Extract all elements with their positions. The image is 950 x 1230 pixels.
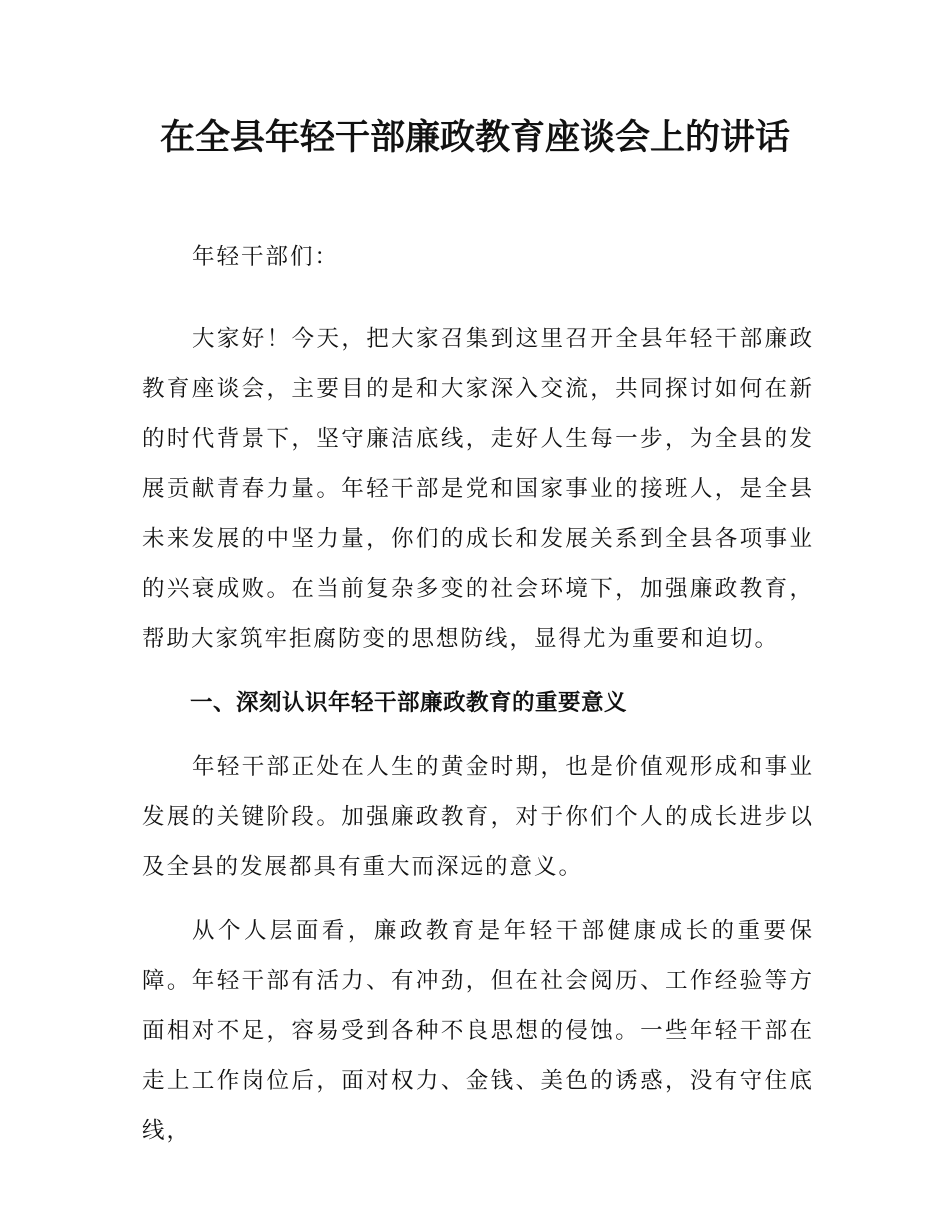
salutation-block (142, 232, 814, 282)
section-heading-1: 一、深刻认识年轻干部廉政教育的重要意义 (190, 690, 628, 716)
section1-paragraph-2: 从个人层面看，廉政教育是年轻干部健康成长的重要保障。年轻干部有活力、有冲劲，但在社会阅历、工作经验等方面相对不足，容易受到各种不良思想的侵蚀。一些年轻干部在走上工作岗位后，面对权力、金钱、美色的诱惑，没有守住底线， (142, 918, 814, 1144)
section1-paragraph-1: 年轻干部正处在人生的黄金时期，也是价值观形成和事业发展的关键阶段。加强廉政教育，对于你们个人的成长进步以及全县的发展都具有重大而深远的意义。 (142, 754, 814, 880)
salutation: 年轻干部们： (192, 244, 340, 270)
section1-paragraph-2-block (142, 906, 814, 1156)
document-title: 在全县年轻干部廉政教育座谈会上的讲话 (159, 118, 790, 158)
intro-paragraph: 大家好！今天，把大家召集到这里召开全县年轻干部廉政教育座谈会，主要目的是和大家深入交流，共同探讨如何在新的时代背景下，坚守廉洁底线，走好人生每一步，为全县的发展贡献青春力量。年轻干部是党和国家事业的接班人，是全县未来发展的中坚力量，你们的成长和发展关系到全县各项事业的兴衰成败。在当前复杂多变的社会环境下，加强廉政教育，帮助大家筑牢拒腐防变的思想防线，显得尤为重要和迫切。 (142, 326, 814, 652)
intro-paragraph-block (142, 314, 814, 664)
section1-paragraph-1-block (142, 742, 814, 892)
